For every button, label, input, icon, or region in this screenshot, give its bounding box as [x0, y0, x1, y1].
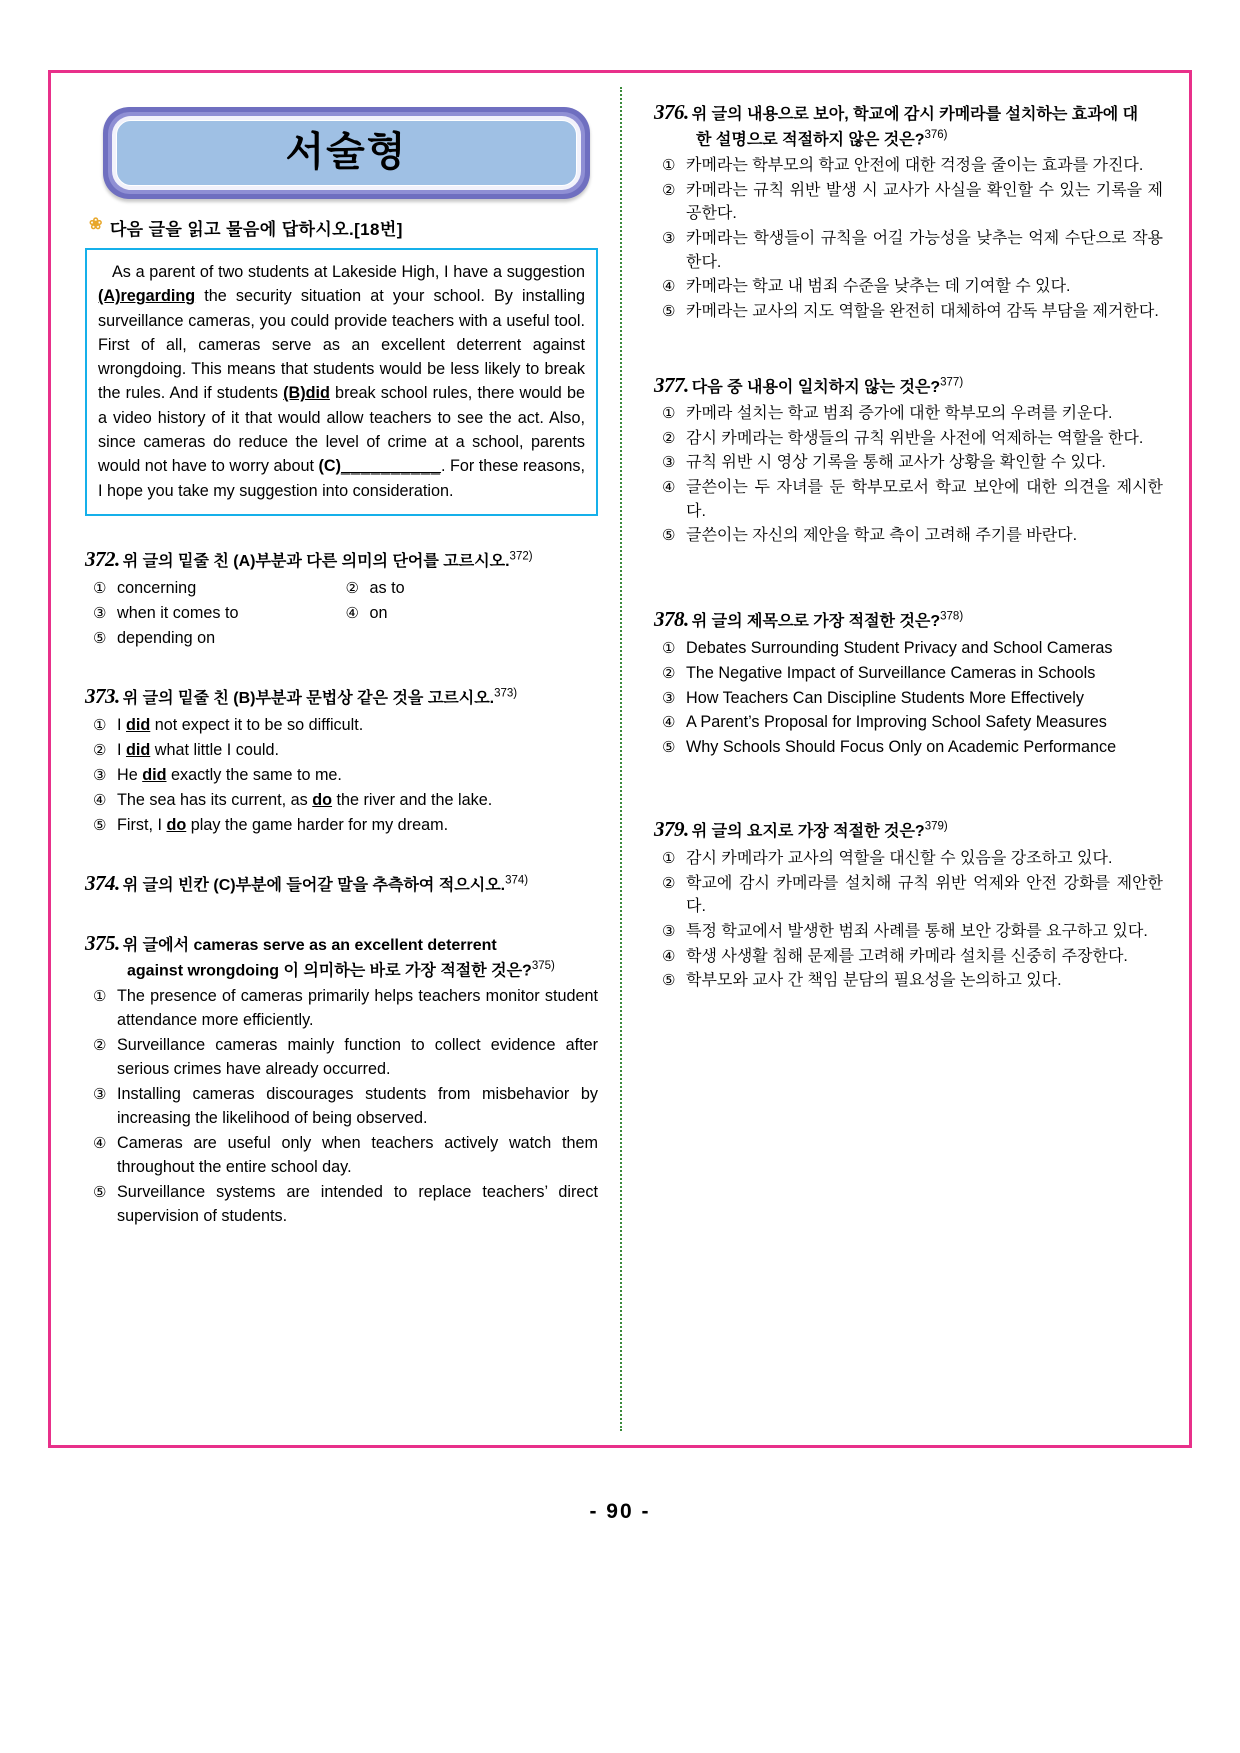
- option-marker: ④: [662, 479, 676, 497]
- option-marker: ①: [662, 639, 676, 657]
- instruction-line: [89, 215, 598, 240]
- question-378-stem: 378. 위 글의 제목으로 가장 적절한 것은?$^{378)}$: [654, 607, 964, 632]
- option-text: 글쓴이는 두 자녀를 둔 학부모로서 학교 보안에 대한 의견을 제시한다.: [686, 479, 1163, 520]
- question-374-stem: 374. 위 글의 빈칸 (C)부분에 들어갈 말을 추측하여 적으시오.$^{374)}$: [85, 870, 529, 895]
- option-item[interactable]: [654, 637, 1163, 661]
- passage-part-1: As a parent of two students at Lakeside High, I have a suggestion: [112, 263, 585, 281]
- question-377: [654, 370, 1163, 548]
- option-marker: ⑤: [93, 1183, 107, 1201]
- question-376-stem-line2: 한 설명으로 적절하지 않은 것은?$^{376)}$: [696, 129, 948, 149]
- option-text: I did not expect it to be so difficult.: [117, 715, 364, 734]
- option-item[interactable]: [654, 524, 1163, 548]
- question-374: [85, 868, 598, 898]
- option-marker: ③: [93, 605, 107, 623]
- option-item[interactable]: [654, 920, 1163, 944]
- option-text: 학교에 감시 카메라를 설치해 규칙 위반 억제와 안전 강화를 제안한다.: [686, 874, 1163, 916]
- option-marker: ②: [662, 181, 676, 199]
- option-marker: ③: [93, 1085, 107, 1103]
- option-marker: ②: [662, 664, 676, 682]
- option-item[interactable]: [654, 275, 1163, 299]
- option-item[interactable]: [93, 627, 346, 651]
- passage-blank-c: __________: [340, 457, 442, 476]
- option-text: How Teachers Can Discipline Students More Effectively: [686, 688, 1084, 707]
- section-banner: [103, 107, 590, 199]
- option-marker: ④: [662, 278, 676, 296]
- passage-part-4: . For these reasons, I hope you take my suggestion into consideration.: [98, 457, 585, 500]
- option-item[interactable]: [85, 1181, 598, 1229]
- option-text: 카메라는 규칙 위반 발생 시 교사가 사실을 확인할 수 있는 기록을 제공한다.: [686, 181, 1163, 223]
- option-marker: ⑤: [662, 972, 676, 990]
- question-374-number: 374.: [85, 870, 120, 895]
- instruction-text: 다음 글을 읽고 물음에 답하시오.[18번]: [109, 220, 403, 239]
- option-text: depending on: [117, 629, 216, 648]
- question-376-number: 376.: [654, 100, 689, 124]
- question-378-options: [654, 637, 1163, 761]
- option-text: Cameras are useful only when teachers actively watch them throughout the entire school day.: [117, 1133, 598, 1176]
- option-item[interactable]: [654, 402, 1163, 426]
- option-marker: ⑤: [93, 630, 107, 648]
- option-text: The presence of cameras primarily helps teachers monitor student attendance more efficiently.: [117, 986, 598, 1029]
- option-text: 카메라는 교사의 지도 역할을 완전히 대체하여 감독 부담을 제거한다.: [686, 302, 1159, 320]
- question-375-stem: 375. 위 글에서 cameras serve as an excellent deterrent: [85, 931, 497, 956]
- option-text: He did exactly the same to me.: [117, 765, 342, 784]
- banner-title: 서술형: [285, 129, 408, 174]
- question-379-options: [654, 847, 1163, 993]
- option-item[interactable]: [346, 602, 599, 626]
- option-marker: ②: [345, 580, 359, 598]
- option-item[interactable]: [346, 577, 599, 601]
- right-column: [620, 73, 1189, 1445]
- option-marker: ②: [93, 1036, 107, 1054]
- option-item[interactable]: [654, 451, 1163, 475]
- question-376-options: [654, 154, 1163, 324]
- question-372-options: [85, 576, 598, 651]
- option-marker: ④: [345, 605, 359, 623]
- question-375-stem-line2: against wrongdoing 이 의미하는 바로 가장 적절한 것은?$^{375)}$: [127, 960, 555, 980]
- option-item[interactable]: [85, 764, 598, 788]
- passage-label-c: (C): [318, 457, 341, 476]
- option-text: as to: [369, 579, 405, 598]
- option-marker: ⑤: [93, 816, 107, 834]
- option-item[interactable]: [654, 154, 1163, 178]
- option-marker: ④: [662, 947, 676, 965]
- reading-passage: [85, 248, 598, 516]
- question-372-stem: 372. 위 글의 밑줄 친 (A)부분과 다른 의미의 단어를 고르시오.$^{372)}$: [85, 546, 533, 571]
- option-item[interactable]: [93, 602, 346, 626]
- question-378: [654, 604, 1163, 760]
- page-footer: [0, 1500, 1240, 1524]
- option-text: 감시 카메라가 교사의 역할을 대신할 수 있음을 강조하고 있다.: [686, 849, 1113, 867]
- page-number: - 90 -: [589, 1500, 651, 1523]
- option-marker: ③: [662, 922, 676, 940]
- option-text: 카메라 설치는 학교 범죄 증가에 대한 학부모의 우려를 키운다.: [686, 405, 1113, 423]
- question-373-stem: 373. 위 글의 밑줄 친 (B)부분과 문법상 같은 것을 고르시오.$^{373)}$: [85, 684, 518, 709]
- option-item[interactable]: [654, 969, 1163, 993]
- option-marker: ③: [662, 454, 676, 472]
- option-text: Why Schools Should Focus Only on Academic Performance: [686, 738, 1117, 757]
- question-373-options: [85, 714, 598, 838]
- option-item[interactable]: [654, 427, 1163, 451]
- option-item[interactable]: [654, 662, 1163, 686]
- option-item[interactable]: [85, 1083, 598, 1131]
- question-372: [85, 544, 598, 651]
- passage-label-b: (B)did: [283, 384, 330, 403]
- option-marker: ①: [662, 849, 676, 867]
- option-marker: ③: [662, 229, 676, 247]
- option-text: Installing cameras discourages students from misbehavior by increasing the likelihood of being observed.: [117, 1084, 598, 1127]
- option-text: I did what little I could.: [117, 740, 279, 759]
- option-item[interactable]: [85, 814, 598, 838]
- option-text: 글쓴이는 자신의 제안을 학교 측이 고려해 주기를 바란다.: [686, 527, 1078, 545]
- option-marker: ①: [93, 580, 107, 598]
- question-375-number: 375.: [85, 931, 120, 956]
- option-item[interactable]: [85, 985, 598, 1033]
- option-item[interactable]: [654, 476, 1163, 523]
- passage-part-2: the security situation at your school. By installing surveillance cameras, you could provide teachers with a useful tool. First of all, cameras serve as an excellent deterrent against wrongdoing. This means that students would be less likely to break the rules. And if students: [98, 287, 585, 403]
- option-text: 규칙 위반 시 영상 기록을 통해 교사가 상황을 확인할 수 있다.: [686, 454, 1106, 472]
- option-item[interactable]: [654, 736, 1163, 760]
- option-text: when it comes to: [117, 604, 239, 623]
- flower-icon: ❀: [89, 216, 103, 233]
- option-marker: ②: [662, 429, 676, 447]
- option-marker: ④: [662, 714, 676, 732]
- option-text: The Negative Impact of Surveillance Cameras in Schools: [686, 663, 1096, 682]
- question-375-options: [85, 985, 598, 1229]
- option-item[interactable]: [85, 714, 598, 738]
- option-marker: ⑤: [662, 527, 676, 545]
- option-marker: ⑤: [662, 739, 676, 757]
- option-item[interactable]: [654, 687, 1163, 711]
- option-marker: ②: [93, 741, 107, 759]
- option-text: concerning: [117, 579, 197, 598]
- option-marker: ①: [662, 156, 676, 174]
- option-text: 학생 사생활 침해 문제를 고려해 카메라 설치를 신중히 주장한다.: [686, 947, 1128, 965]
- question-378-number: 378.: [654, 607, 689, 632]
- question-377-options: [654, 402, 1163, 548]
- option-item[interactable]: [85, 1034, 598, 1082]
- option-text: Surveillance cameras mainly function to collect evidence after serious crimes have already occurred.: [117, 1035, 598, 1078]
- worksheet-page: [48, 70, 1192, 1448]
- option-item[interactable]: [654, 847, 1163, 871]
- option-marker: ③: [662, 689, 676, 707]
- option-text: on: [369, 604, 388, 623]
- option-marker: ③: [93, 766, 107, 784]
- option-item[interactable]: [654, 227, 1163, 274]
- option-text: 카메라는 학교 내 범죄 수준을 낮추는 데 기여할 수 있다.: [686, 278, 1071, 296]
- question-379-number: 379.: [654, 817, 689, 842]
- question-373: [85, 681, 598, 837]
- question-372-number: 372.: [85, 546, 120, 571]
- option-text: 특정 학교에서 발생한 범죄 사례를 통해 보안 강화를 요구하고 있다.: [686, 922, 1148, 940]
- left-column: [51, 73, 620, 1445]
- option-text: A Parent’s Proposal for Improving School Safety Measures: [686, 713, 1107, 732]
- question-379: [654, 814, 1163, 992]
- passage-part-3: break school rules, there would be a video history of it that would allow teachers to see the act. Also, since cameras do reduce the level of crime at a school, parents would not have to worry about: [98, 384, 585, 476]
- two-column-layout: [51, 73, 1189, 1445]
- option-text: The sea has its current, as do the river and the lake.: [117, 790, 493, 809]
- option-marker: ④: [93, 791, 107, 809]
- option-marker: ①: [662, 405, 676, 423]
- option-item[interactable]: [654, 872, 1163, 919]
- question-373-number: 373.: [85, 684, 120, 709]
- option-item[interactable]: [654, 179, 1163, 226]
- option-marker: ④: [93, 1134, 107, 1152]
- option-text: Surveillance systems are intended to replace teachers’ direct supervision of students.: [117, 1182, 598, 1225]
- option-item[interactable]: [654, 300, 1163, 324]
- option-text: First, I do play the game harder for my dream.: [117, 815, 449, 834]
- option-item[interactable]: [85, 739, 598, 763]
- passage-label-a: (A)regarding: [98, 287, 196, 306]
- option-text: 카메라는 학생들이 규칙을 어길 가능성을 낮추는 억제 수단으로 작용한다.: [686, 229, 1163, 271]
- option-item[interactable]: [654, 945, 1163, 969]
- option-marker: ①: [93, 716, 107, 734]
- option-marker: ②: [662, 874, 676, 892]
- option-marker: ①: [93, 987, 107, 1005]
- question-377-stem: 377. 다음 중 내용이 일치하지 않는 것은?$^{377)}$: [654, 372, 964, 397]
- question-377-number: 377.: [654, 372, 689, 397]
- option-text: 감시 카메라는 학생들의 규칙 위반을 사전에 억제하는 역할을 한다.: [686, 429, 1144, 447]
- option-item[interactable]: [85, 1132, 598, 1180]
- question-379-stem: 379. 위 글의 요지로 가장 적절한 것은?$^{379)}$: [654, 817, 948, 842]
- option-text: 학부모와 교사 간 책임 분담의 필요성을 논의하고 있다.: [686, 972, 1062, 990]
- question-375: [85, 928, 598, 1229]
- option-item[interactable]: [85, 789, 598, 813]
- option-item[interactable]: [93, 577, 346, 601]
- question-376-stem: 376. 위 글의 내용으로 보아, 학교에 감시 카메라를 설치하는 효과에 대: [654, 100, 1139, 124]
- option-text: 카메라는 학부모의 학교 안전에 대한 걱정을 줄이는 효과를 가진다.: [686, 156, 1144, 174]
- option-marker: ⑤: [662, 302, 676, 320]
- option-item[interactable]: [654, 711, 1163, 735]
- question-376: [654, 97, 1163, 324]
- option-text: Debates Surrounding Student Privacy and School Cameras: [686, 638, 1113, 657]
